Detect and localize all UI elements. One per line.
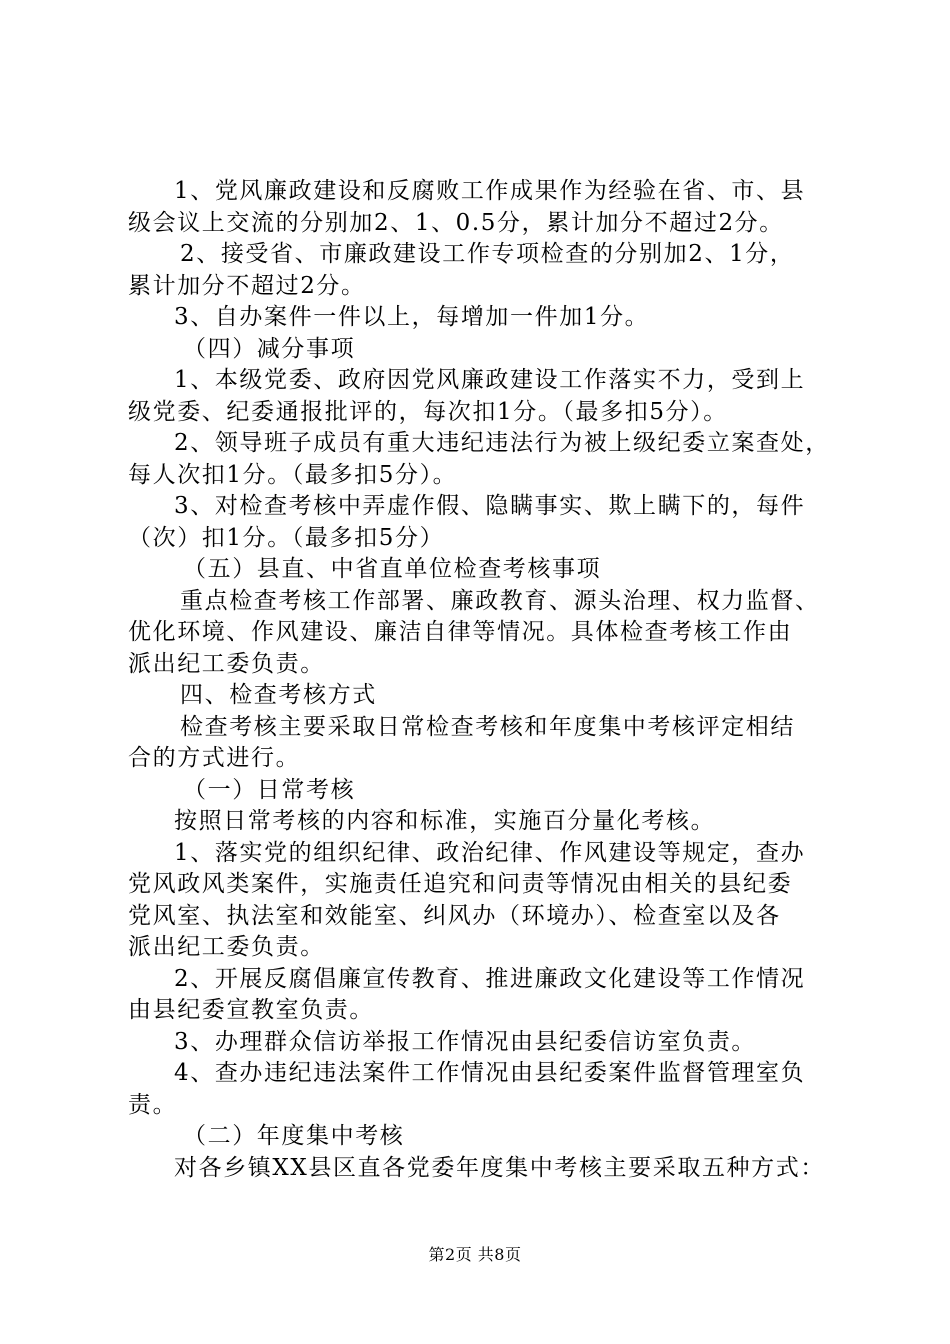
- paragraph-line: 对各乡镇XX县区直各党委年度集中考核主要采取五种方式：: [174, 1154, 825, 1181]
- section-heading: 四、检查考核方式: [180, 682, 377, 708]
- paragraph-line: 4、查办违纪违法案件工作情况由县纪委案件监督管理室负: [174, 1060, 806, 1086]
- paragraph-line: （次）扣1分。（最多扣5分）: [128, 524, 445, 551]
- paragraph-line: 3、自办案件一件以上，每增加一件加1分。: [174, 304, 650, 330]
- paragraph-line: 1、本级党委、政府因党风廉政建设工作落实不力，受到上: [174, 367, 806, 393]
- paragraph-line: 3、对检查考核中弄虚作假、隐瞒事实、欺上瞒下的，每件: [174, 493, 806, 519]
- paragraph-line: 按照日常考核的内容和标准，实施百分量化考核。: [174, 808, 716, 834]
- paragraph-line: 2、领导班子成员有重大违纪违法行为被上级纪委立案查处，: [174, 430, 830, 456]
- document-body: [128, 176, 828, 1184]
- paragraph-line: 检查考核主要采取日常检查考核和年度集中考核评定相结: [180, 713, 795, 740]
- section-heading: （五）县直、中省直单位检查考核事项: [183, 556, 602, 582]
- section-heading: （四）减分事项: [183, 335, 356, 362]
- section-heading: （二）年度集中考核: [183, 1123, 405, 1149]
- paragraph-line: 2、接受省、市廉政建设工作专项检查的分别加2、1分，: [180, 241, 795, 267]
- paragraph-line: 1、落实党的组织纪律、政治纪律、作风建设等规定，查办: [174, 839, 806, 866]
- paragraph-line: 级会议上交流的分别加2、1、0.5分，累计加分不超过2分。: [128, 209, 784, 236]
- page-number: 第2页 共8页: [428, 1245, 522, 1264]
- paragraph-line: 责。: [128, 1091, 178, 1118]
- paragraph-line: 党风室、执法室和效能室、纠风办（环境办）、检查室以及各: [128, 902, 781, 929]
- paragraph-line: 合的方式进行。: [128, 745, 301, 771]
- paragraph-line: 1、党风廉政建设和反腐败工作成果作为经验在省、市、县: [174, 178, 806, 204]
- paragraph-line: 2、开展反腐倡廉宣传教育、推进廉政文化建设等工作情况: [174, 965, 806, 992]
- section-heading: （一）日常考核: [183, 776, 356, 803]
- paragraph-line: 重点检查考核工作部署、廉政教育、源头治理、权力监督、: [180, 587, 820, 614]
- paragraph-line: 由县纪委宣教室负责。: [128, 997, 374, 1023]
- paragraph-line: 累计加分不超过2分。: [128, 272, 366, 299]
- paragraph-line: 党风政风类案件，实施责任追究和问责等情况由相关的县纪委: [128, 871, 793, 897]
- paragraph-line: 级党委、纪委通报批评的，每次扣1分。（最多扣5分）。: [128, 398, 728, 425]
- paragraph-line: 派出纪工委负责。: [128, 650, 325, 677]
- paragraph-line: 优化环境、作风建设、廉洁自律等情况。具体检查考核工作由: [128, 619, 793, 645]
- paragraph-line: 3、办理群众信访举报工作情况由县纪委信访室负责。: [174, 1028, 757, 1055]
- paragraph-line: 派出纪工委负责。: [128, 934, 325, 960]
- paragraph-line: 每人次扣1分。（最多扣5分）。: [128, 461, 458, 488]
